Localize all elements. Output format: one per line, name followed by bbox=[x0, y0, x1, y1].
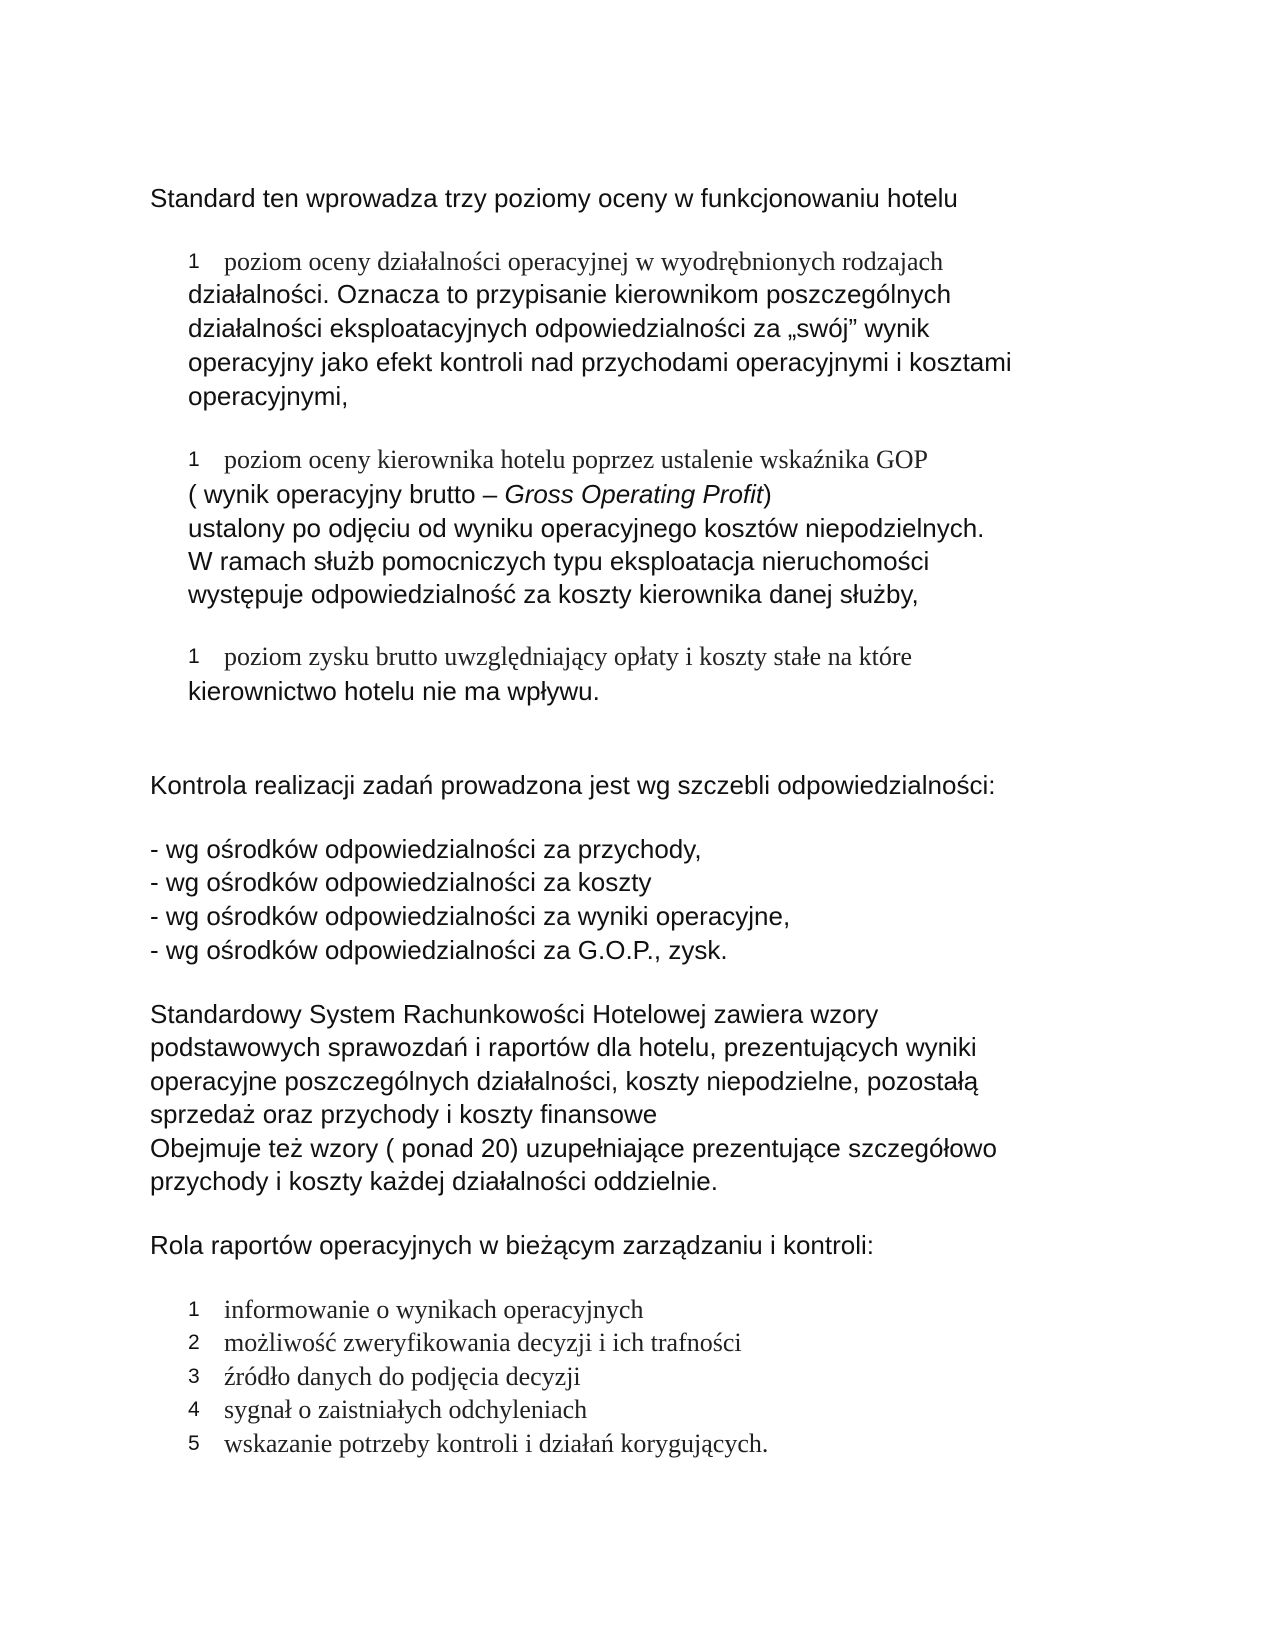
level-text-line: działalności eksploatacyjnych odpowiedzialności za „swój” wynik bbox=[188, 313, 930, 343]
gop-definition: ( wynik operacyjny brutto – Gross Operating Profit) bbox=[188, 479, 772, 509]
role-number: 5 bbox=[188, 1432, 200, 1455]
level-first-line: poziom oceny działalności operacyjnej w wyodrębnionych rodzajach bbox=[224, 247, 944, 276]
level-text-line: W ramach służb pomocniczych typu eksploatacja nieruchomości bbox=[188, 546, 930, 576]
level-text-line: operacyjny jako efekt kontroli nad przychodami operacyjnymi i kosztami bbox=[188, 347, 1012, 377]
role-number: 4 bbox=[188, 1398, 200, 1421]
paragraph-line: Standardowy System Rachunkowości Hotelowej zawiera wzory bbox=[150, 999, 879, 1029]
role-text: informowanie o wynikach operacyjnych bbox=[224, 1295, 644, 1324]
role-number: 1 bbox=[188, 1298, 200, 1321]
paragraph-line: sprzedaż oraz przychody i koszty finansowe bbox=[150, 1099, 658, 1129]
control-item: - wg ośrodków odpowiedzialności za koszty bbox=[150, 867, 652, 897]
control-item: - wg ośrodków odpowiedzialności za przychody, bbox=[150, 834, 702, 864]
role-text: możliwość zweryfikowania decyzji i ich trafności bbox=[224, 1328, 742, 1357]
level-text-line: operacyjnymi, bbox=[188, 381, 349, 411]
role-number: 2 bbox=[188, 1331, 200, 1354]
level-number: 1 bbox=[188, 448, 200, 471]
level-first-line: poziom zysku brutto uwzględniający opłaty i koszty stałe na które bbox=[224, 642, 913, 671]
heading-roles: Rola raportów operacyjnych w bieżącym zarządzaniu i kontroli: bbox=[150, 1230, 874, 1260]
paragraph-line: przychody i koszty każdej działalności oddzielnie. bbox=[150, 1166, 718, 1196]
paragraph-line: Obejmuje też wzory ( ponad 20) uzupełniające prezentujące szczegółowo bbox=[150, 1133, 997, 1163]
control-item: - wg ośrodków odpowiedzialności za G.O.P., zysk. bbox=[150, 935, 728, 965]
control-item: - wg ośrodków odpowiedzialności za wyniki operacyjne, bbox=[150, 901, 791, 931]
role-text: źródło danych do podjęcia decyzji bbox=[224, 1362, 581, 1391]
paragraph-line: podstawowych sprawozdań i raportów dla hotelu, prezentujących wyniki bbox=[150, 1032, 977, 1062]
role-text: wskazanie potrzeby kontroli i działań korygujących. bbox=[224, 1429, 769, 1458]
heading-levels: Standard ten wprowadza trzy poziomy oceny w funkcjonowaniu hotelu bbox=[150, 183, 958, 213]
level-number: 1 bbox=[188, 645, 200, 668]
level-text-line: występuje odpowiedzialność za koszty kierownika danej służby, bbox=[188, 579, 919, 609]
level-text-line: kierownictwo hotelu nie ma wpływu. bbox=[188, 676, 600, 706]
role-number: 3 bbox=[188, 1365, 200, 1388]
level-first-line: poziom oceny kierownika hotelu poprzez ustalenie wskaźnika GOP bbox=[224, 445, 928, 474]
heading-control: Kontrola realizacji zadań prowadzona jest wg szczebli odpowiedzialności: bbox=[150, 770, 996, 800]
paragraph-line: operacyjne poszczególnych działalności, koszty niepodzielne, pozostałą bbox=[150, 1066, 979, 1096]
level-text-line: ustalony po odjęciu od wyniku operacyjnego kosztów niepodzielnych. bbox=[188, 513, 985, 543]
level-text-line: działalności. Oznacza to przypisanie kierownikom poszczególnych bbox=[188, 279, 952, 309]
role-text: sygnał o zaistniałych odchyleniach bbox=[224, 1395, 588, 1424]
level-number: 1 bbox=[188, 250, 200, 273]
